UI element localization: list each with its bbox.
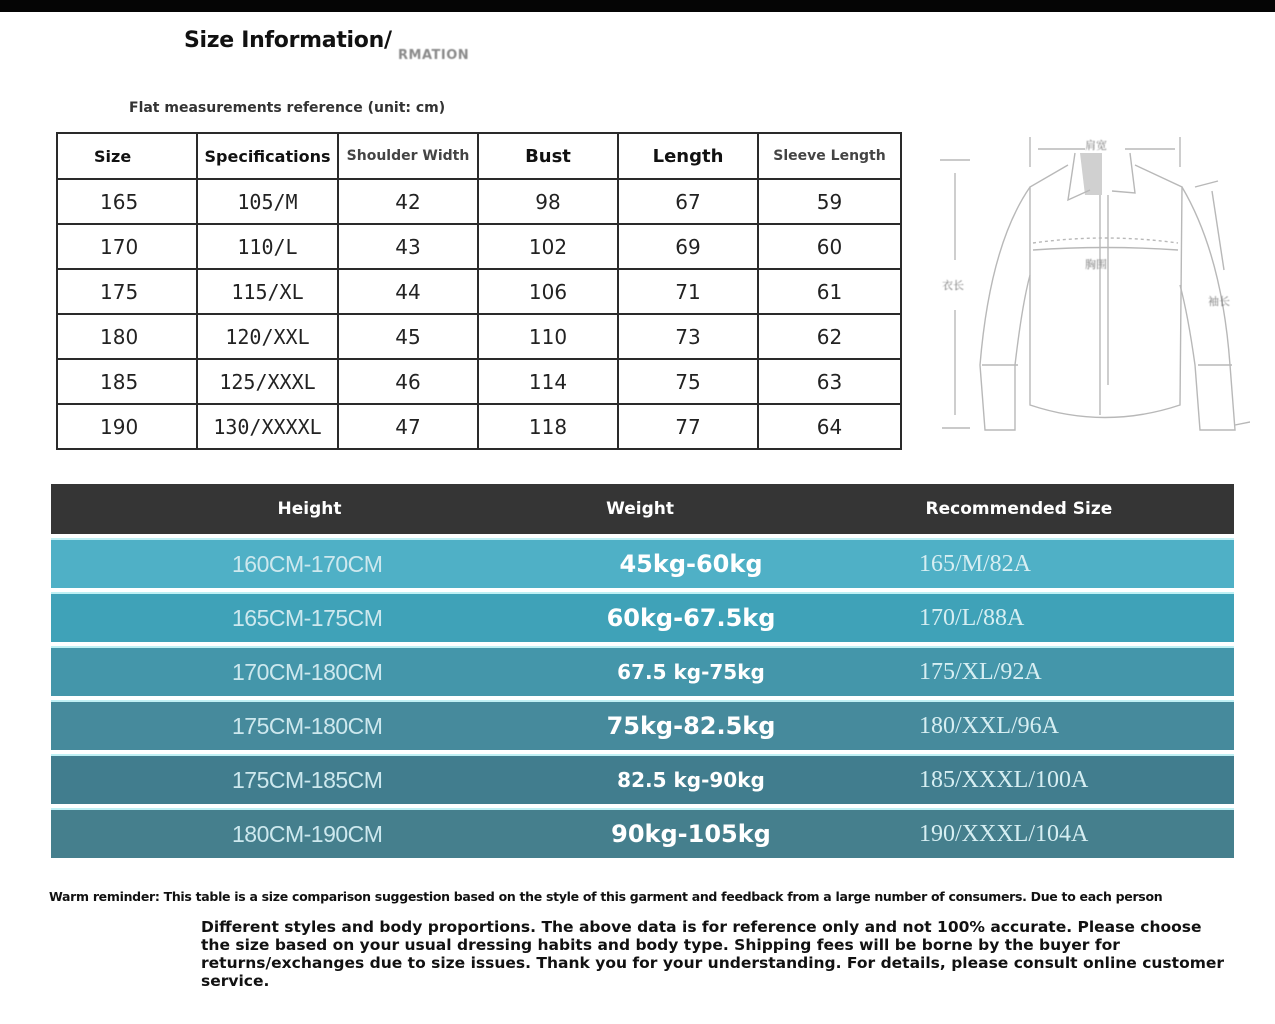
column-header-specifications: Specifications bbox=[197, 133, 338, 179]
spec-cell: 130/XXXXL bbox=[197, 404, 338, 449]
shoulder-width-cell: 47 bbox=[338, 404, 478, 449]
height-cell: 175CM-180CM bbox=[232, 712, 383, 739]
sleeve-length-cell: 59 bbox=[758, 179, 901, 224]
length-cell: 77 bbox=[618, 404, 758, 449]
column-header-sleeve-length: Sleeve Length bbox=[758, 133, 901, 179]
spec-cell: 105/M bbox=[197, 179, 338, 224]
recommendation-table bbox=[51, 484, 1234, 858]
sleeve-label: 袖长 bbox=[1208, 295, 1230, 308]
height-cell: 175CM-185CM bbox=[232, 766, 383, 793]
column-header-recommended-size: Recommended Size bbox=[925, 499, 1113, 519]
length-cell: 67 bbox=[618, 179, 758, 224]
spec-cell: 120/XXL bbox=[197, 314, 338, 359]
recommended-size-cell: 180/XXL/96A bbox=[919, 712, 1059, 739]
table-row bbox=[57, 314, 901, 359]
weight-cell: 60kg-67.5kg bbox=[606, 604, 776, 632]
column-header-bust: Bust bbox=[478, 133, 618, 179]
recommendation-row bbox=[51, 754, 1234, 804]
bust-cell: 106 bbox=[478, 269, 618, 314]
recommendation-row bbox=[51, 592, 1234, 642]
size-cell: 180 bbox=[57, 314, 197, 359]
height-cell: 180CM-190CM bbox=[232, 820, 383, 847]
shoulder-label: 肩宽 bbox=[1085, 139, 1107, 152]
recommendation-header-row bbox=[51, 484, 1234, 534]
size-cell: 190 bbox=[57, 404, 197, 449]
measurement-header-row bbox=[57, 133, 901, 179]
length-label: 衣长 bbox=[942, 279, 964, 292]
sleeve-length-cell: 64 bbox=[758, 404, 901, 449]
shoulder-width-cell: 43 bbox=[338, 224, 478, 269]
bust-cell: 110 bbox=[478, 314, 618, 359]
recommendation-row bbox=[51, 808, 1234, 858]
recommended-size-cell: 170/L/88A bbox=[919, 604, 1025, 631]
recommendation-row bbox=[51, 700, 1234, 750]
column-header-weight: Weight bbox=[606, 499, 674, 519]
table-row bbox=[57, 359, 901, 404]
column-header-length: Length bbox=[618, 133, 758, 179]
table-row bbox=[57, 269, 901, 314]
bust-cell: 102 bbox=[478, 224, 618, 269]
height-cell: 165CM-175CM bbox=[232, 604, 383, 631]
length-cell: 73 bbox=[618, 314, 758, 359]
column-header-shoulder-width: Shoulder Width bbox=[338, 133, 478, 179]
recommended-size-cell: 165/M/82A bbox=[919, 550, 1032, 577]
sleeve-length-cell: 60 bbox=[758, 224, 901, 269]
bust-cell: 114 bbox=[478, 359, 618, 404]
warm-reminder-line: Warm reminder: This table is a size comparison suggestion based on the style of this garment and feedback from a large number of consumers. Due to each person bbox=[49, 889, 1163, 904]
shoulder-width-cell: 42 bbox=[338, 179, 478, 224]
column-header-height: Height bbox=[277, 499, 342, 519]
height-cell: 160CM-170CM bbox=[232, 550, 383, 577]
length-cell: 69 bbox=[618, 224, 758, 269]
sleeve-length-cell: 61 bbox=[758, 269, 901, 314]
recommended-size-cell: 175/XL/92A bbox=[919, 658, 1042, 685]
table-row bbox=[57, 404, 901, 449]
size-cell: 165 bbox=[57, 179, 197, 224]
shoulder-width-cell: 44 bbox=[338, 269, 478, 314]
shirt-outline-icon bbox=[930, 125, 1250, 445]
spec-cell: 115/XL bbox=[197, 269, 338, 314]
measurement-subtitle: Flat measurements reference (unit: cm) bbox=[129, 100, 446, 116]
top-bar bbox=[0, 0, 1275, 12]
shoulder-width-cell: 45 bbox=[338, 314, 478, 359]
bust-cell: 98 bbox=[478, 179, 618, 224]
weight-cell: 75kg-82.5kg bbox=[606, 712, 776, 740]
weight-cell: 67.5 kg-75kg bbox=[617, 660, 765, 684]
height-cell: 170CM-180CM bbox=[232, 658, 383, 685]
recommended-size-cell: 185/XXXL/100A bbox=[919, 766, 1089, 793]
weight-cell: 45kg-60kg bbox=[619, 550, 763, 578]
page-title: Size Information/ bbox=[184, 28, 392, 53]
spec-cell: 110/L bbox=[197, 224, 338, 269]
bust-cell: 118 bbox=[478, 404, 618, 449]
spec-cell: 125/XXXL bbox=[197, 359, 338, 404]
length-cell: 71 bbox=[618, 269, 758, 314]
shirt-diagram bbox=[930, 125, 1250, 445]
recommendation-row bbox=[51, 538, 1234, 588]
recommended-size-cell: 190/XXXL/104A bbox=[919, 820, 1089, 847]
sleeve-length-cell: 62 bbox=[758, 314, 901, 359]
weight-cell: 82.5 kg-90kg bbox=[617, 768, 765, 792]
warm-reminder-detail: Different styles and body proportions. The above data is for reference only and not 100% accurate. Please choose the size based on your usual dressing habits and body type. Shipping fees will be borne by the buyer for returns/exchanges due to size issues. Thank you for your understanding. For details, please consult online customer service. bbox=[201, 918, 1225, 990]
size-cell: 185 bbox=[57, 359, 197, 404]
sleeve-length-cell: 63 bbox=[758, 359, 901, 404]
chest-label: 胸围 bbox=[1085, 258, 1107, 271]
length-cell: 75 bbox=[618, 359, 758, 404]
shoulder-width-cell: 46 bbox=[338, 359, 478, 404]
page-title-ghost-text: RMATION bbox=[398, 48, 470, 63]
weight-cell: 90kg-105kg bbox=[611, 820, 771, 848]
recommendation-row bbox=[51, 646, 1234, 696]
measurement-table bbox=[56, 132, 902, 450]
size-cell: 170 bbox=[57, 224, 197, 269]
column-header-size: Size bbox=[57, 133, 197, 179]
table-row bbox=[57, 179, 901, 224]
size-cell: 175 bbox=[57, 269, 197, 314]
table-row bbox=[57, 224, 901, 269]
